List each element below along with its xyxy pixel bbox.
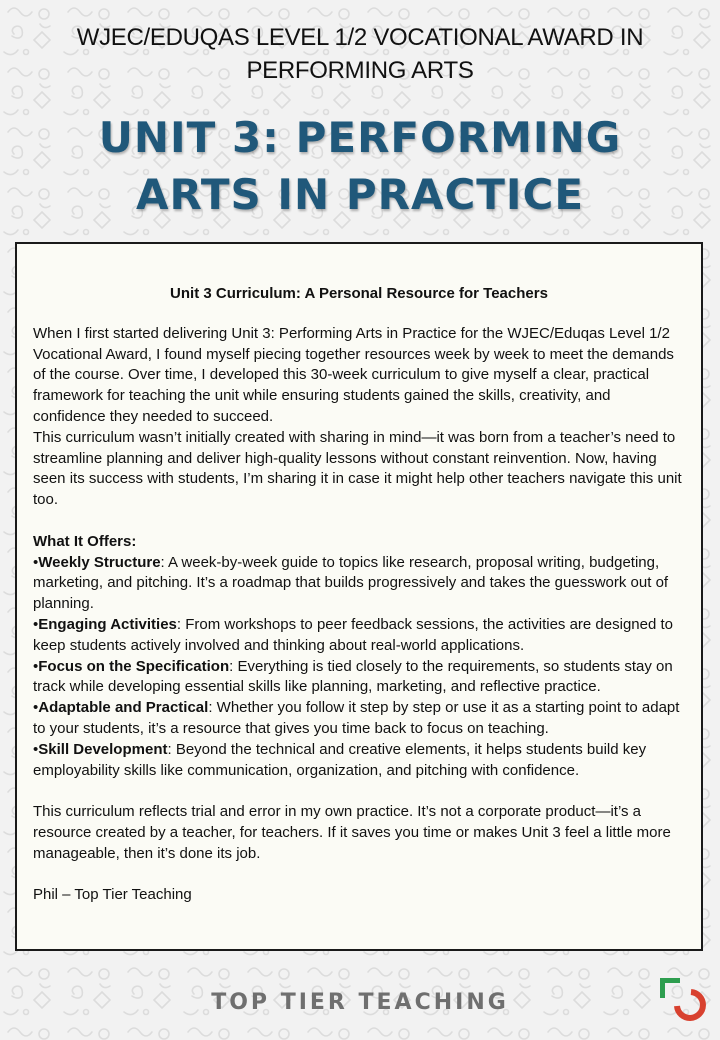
offer-text: : Everything is tied closely to the requirements, so students stay on track while developing essential skills like planning, marketing, and reflective practice. bbox=[33, 657, 673, 696]
bullet: • bbox=[33, 740, 39, 758]
offer-title: Adaptable and Practical bbox=[38, 699, 209, 717]
top-tier-teaching-logo-icon bbox=[654, 974, 710, 1026]
footer-brand-name: TOP TIER TEACHING bbox=[211, 990, 509, 1015]
qualification-title-line-2: PERFORMING ARTS bbox=[246, 57, 474, 84]
qualification-title-line-1: WJEC/EDUQAS LEVEL 1/2 VOCATIONAL AWARD IN bbox=[76, 24, 644, 51]
offer-text: : Whether you follow it step by step or use it as a starting point to adapt to your students, it’s a resource that gives you time back to focus on teaching. bbox=[33, 699, 680, 737]
bullet: • bbox=[33, 553, 39, 571]
offer-title: Weekly Structure bbox=[38, 553, 161, 571]
offer-title: Focus on the Specification bbox=[38, 657, 230, 675]
bullet: • bbox=[33, 699, 39, 717]
offer-text: : Beyond the technical and creative elements, it helps students build key employability skills like communication, organization, and pitching with confidence. bbox=[33, 740, 647, 779]
offer-item-focus-on-specification bbox=[33, 657, 685, 699]
unit-title-line-2: ARTS IN PRACTICE bbox=[135, 170, 585, 219]
bullet: • bbox=[33, 657, 39, 675]
unit-title-line-1: UNIT 3: PERFORMING bbox=[98, 113, 622, 162]
bullet: • bbox=[33, 615, 39, 633]
signature: Phil – Top Tier Teaching bbox=[33, 886, 192, 904]
offer-title: Engaging Activities bbox=[38, 615, 177, 633]
offer-item-skill-development bbox=[33, 740, 685, 782]
closing-paragraph: This curriculum reflects trial and error in my own practice. It’s not a corporate product—it’s a resource created by a teacher, for teachers. If it saves you time or makes Unit 3 feel a little more manageable, then it’s done its job. bbox=[33, 803, 671, 862]
offer-text: : A week-by-week guide to topics like research, proposal writing, budgeting, marketing, and pitching. It’s a roadmap that builds progressively and takes the guesswork out of planning. bbox=[33, 553, 669, 613]
offer-item-engaging-activities bbox=[33, 615, 685, 657]
offer-title: Skill Development bbox=[38, 740, 168, 758]
offer-text: : From workshops to peer feedback sessions, the activities are designed to keep students actively involved and thinking about real-world applications. bbox=[33, 615, 673, 654]
intro-paragraph-1: When I first started delivering Unit 3: Performing Arts in Practice for the WJEC/Eduqas Level 1/2 Vocational Award, I found myself piecing together resources week by week to meet the demands of the course. Over time, I developed this 30-week curriculum to give myself a clear, practical framework for teaching the unit while ensuring students gained the skills, creativity, and confidence they needed to succeed. bbox=[33, 324, 674, 425]
offer-item-adaptable-practical bbox=[33, 698, 685, 740]
panel-heading: Unit 3 Curriculum: A Personal Resource for Teachers bbox=[170, 285, 548, 302]
intro-paragraph-2: This curriculum wasn’t initially created with sharing in mind—it was born from a teacher’s need to streamline planning and deliver high-quality lessons without constant reinvention. Now, having seen its success with students, I’m sharing it in case it might help other teachers navigate this unit too. bbox=[33, 428, 682, 509]
offer-item-weekly-structure bbox=[33, 553, 685, 615]
logo-red-arc bbox=[677, 992, 703, 1018]
logo-green-corner bbox=[660, 978, 680, 998]
offers-heading: What It Offers: bbox=[33, 532, 137, 550]
curriculum-info-panel bbox=[15, 242, 703, 951]
